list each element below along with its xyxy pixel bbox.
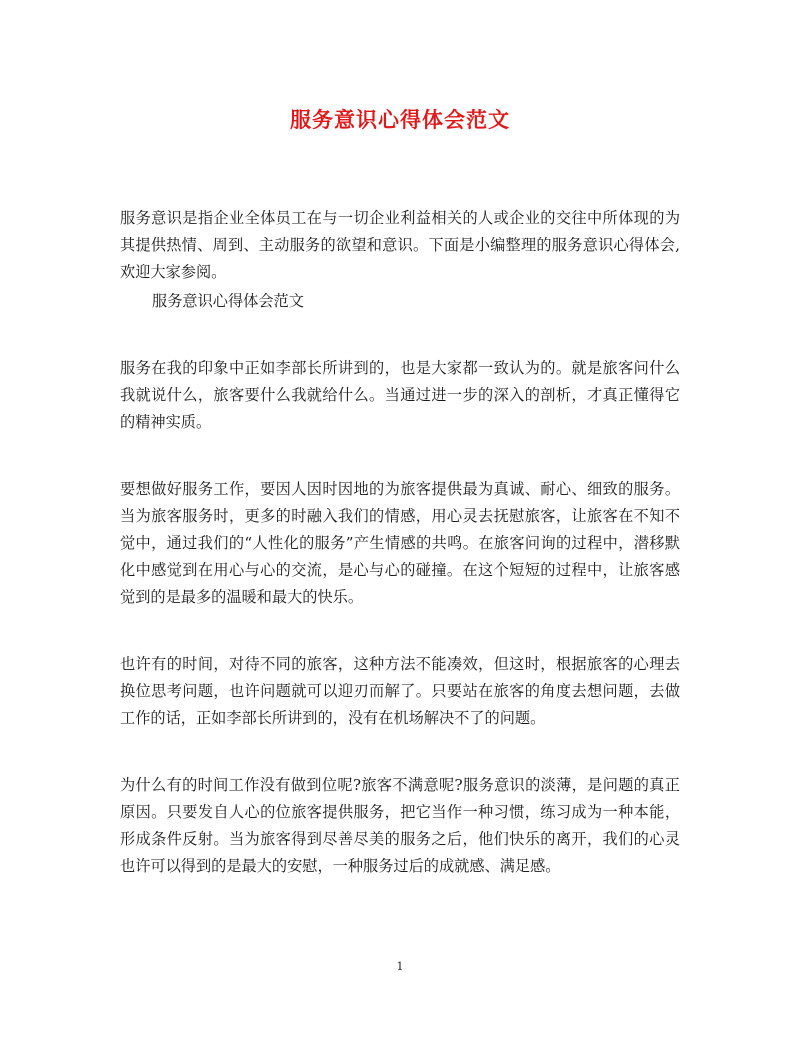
page-number: 1 — [396, 960, 404, 973]
body-paragraph-2: 要想做好服务工作，要因人因时因地的为旅客提供最为真诚、耐心、细致的服务。当为旅客服务时，更多的时融入我们的情感，用心灵去抚慰旅客，让旅客在不知不觉中，通过我们的“人性化的服务”产生情感的共鸣。在旅客问询的过程中，潜移默化中感觉到在用心与心的交流，是心与心的碰撞。在这个短短的过程中，让旅客感觉到的是最多的温暖和最大的快乐。 — [120, 480, 680, 606]
document-title: 服务意识心得体会范文 — [290, 107, 510, 132]
body-paragraph-4: 为什么有的时间工作没有做到位呢?旅客不满意呢?服务意识的淡薄，是问题的真正原因。只要发自人心的位旅客提供服务，把它当作一种习惯，练习成为一种本能，形成条件反射。当为旅客得到尽善尽美的服务之后，他们快乐的离开，我们的心灵也许可以得到的是最大的安慰，一种服务过后的成就感、满足感。 — [120, 776, 680, 875]
document-body — [120, 205, 680, 880]
body-paragraph-3: 也许有的时间，对待不同的旅客，这种方法不能凑效，但这时，根据旅客的心理去换位思考问题，也许问题就可以迎刃而解了。只要站在旅客的角度去想问题，去做工作的话，正如李部长所讲到的，没有在机场解决不了的问题。 — [120, 655, 680, 727]
section-subtitle: 服务意识心得体会范文 — [152, 292, 304, 310]
intro-paragraph: 服务意识是指企业全体员工在与一切企业利益相关的人或企业的交往中所体现的为其提供热情、周到、主动服务的欲望和意识。下面是小编整理的服务意识心得体会,欢迎大家参阅。 — [120, 209, 680, 281]
body-paragraph-1: 服务在我的印象中正如李部长所讲到的，也是大家都一致认为的。就是旅客问什么我就说什么，旅客要什么我就给什么。当通过进一步的深入的剖析，才真正懂得它的精神实质。 — [120, 359, 680, 431]
